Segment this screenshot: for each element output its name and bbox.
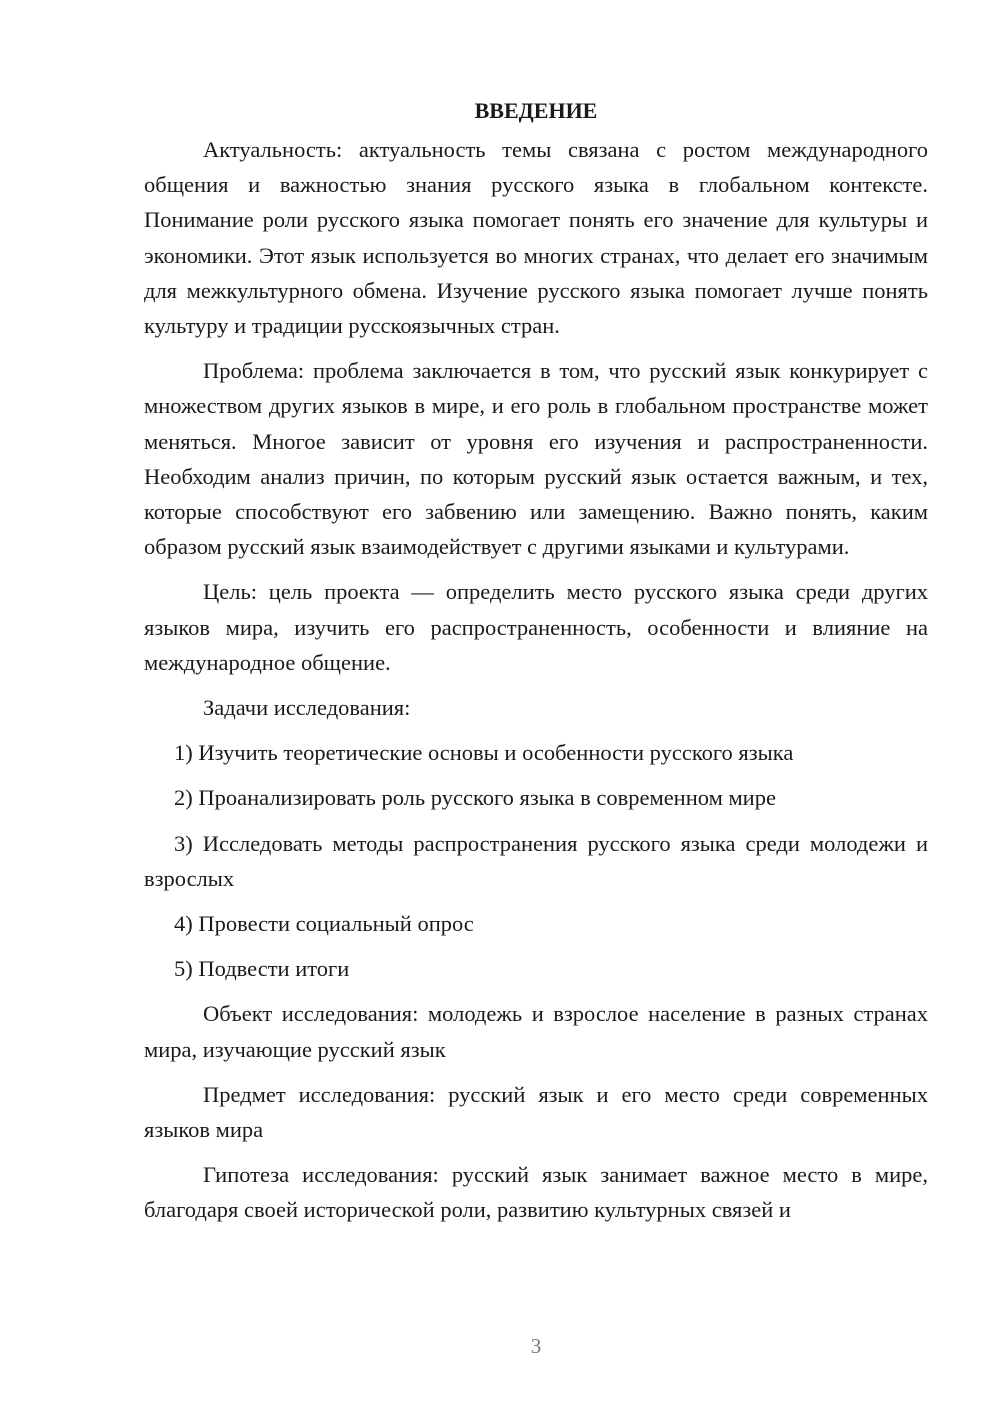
task-item-1: 1) Изучить теоретические основы и особенности русского языка [174, 740, 794, 766]
page-title: ВВЕДЕНИЕ [474, 98, 598, 123]
task-item-3: 3) Исследовать методы распространения русского языка среди молодежи и взрослых [144, 830, 928, 891]
problem-paragraph: Проблема: проблема заключается в том, что русский язык конкурирует с множеством других языков в мире, и его роль в глобальном пространстве может меняться. Многое зависит от уровня его изучения и распространенности. Необходим анализ причин, по которым русский язык остается важным, и тех, которые способствуют его забвению или замещению. Важно понять, каким образом русский язык взаимодействует с другими языками и культурами. [144, 358, 928, 560]
tasks-title: Задачи исследования: [203, 695, 411, 721]
subject-paragraph: Предмет исследования: русский язык и его место среди современных языков мира [144, 1081, 928, 1143]
goal-paragraph: Цель: цель проекта — определить место русского языка среди других языков мира, изучить его распространенность, особенности и влияние на международное общение. [144, 579, 928, 675]
page-number: 3 [530, 1334, 542, 1358]
task-item-5: 5) Подвести итоги [174, 956, 350, 982]
hypothesis-paragraph: Гипотеза исследования: русский язык занимает важное место в мире, благодаря своей исторической роли, развитию культурных связей и [144, 1162, 928, 1223]
object-paragraph: Объект исследования: молодежь и взрослое население в разных странах мира, изучающие русский язык [144, 1001, 928, 1062]
relevance-paragraph: Актуальность: актуальность темы связана с ростом международного общения и важностью знания русского языка в глобальном контексте. Понимание роли русского языка помогает понять его значение для культуры и экономики. Этот язык используется во многих странах, что делает его значимым для межкультурного обмена. Изучение русского языка помогает лучше понять культуру и традиции русскоязычных стран. [144, 137, 928, 339]
task-item-4: 4) Провести социальный опрос [174, 911, 474, 937]
task-item-2: 2) Проанализировать роль русского языка в современном мире [174, 785, 776, 811]
document-page [144, 96, 928, 1238]
